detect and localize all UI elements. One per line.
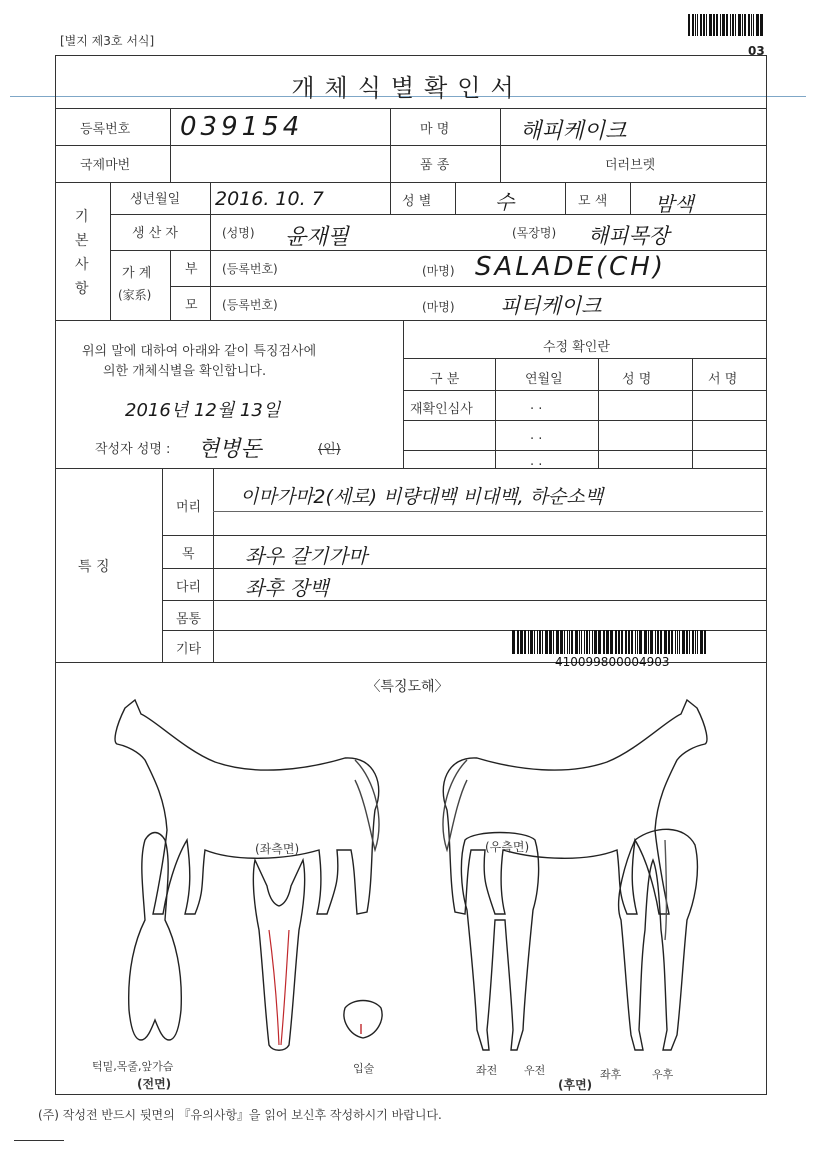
neck-caption: 턱밑,목줄,앞가슴 [92, 1060, 174, 1073]
sire-reg-tag: (등록번호) [222, 262, 278, 276]
dam-reg-tag: (등록번호) [222, 298, 278, 312]
right-side-caption: (우측면) [485, 840, 530, 854]
features-section-label: 특 징 [78, 559, 110, 575]
footer-note: (주) 작성전 반드시 뒷면의 『유의사항』을 읽어 보신후 작성하시기 바랍니다. [38, 1108, 442, 1122]
right-side-horse-icon [443, 700, 707, 914]
breeder-name-value: 윤재필 [285, 225, 349, 250]
top-barcode [688, 14, 766, 36]
color-label: 모 색 [578, 194, 608, 209]
farm-value: 해피목장 [588, 224, 670, 248]
rear-right-caption: 우후 [652, 1068, 674, 1081]
head-label: 머리 [176, 500, 202, 515]
page-code: 03 [748, 44, 765, 58]
breed-label: 품 종 [420, 158, 450, 173]
diagram-title: 〈특징도해〉 [366, 679, 449, 695]
front-left-caption: 좌전 [476, 1064, 498, 1077]
dam-name-value: 피티케이크 [500, 294, 602, 318]
front-neck-chest-icon [129, 833, 182, 1041]
breed-value: 더러브렛 [605, 158, 656, 173]
rear-left-caption: 좌후 [600, 1068, 622, 1081]
footer-rule [14, 1140, 64, 1141]
rev-header-date: 연월일 [525, 372, 563, 387]
statement-line2: 의한 개체식별을 확인합니다. [103, 364, 267, 379]
writer-label: 작성자 성명 : [95, 442, 171, 457]
rev-header-name: 성 명 [622, 372, 652, 387]
date-value: 2016년 12월 13일 [125, 400, 281, 421]
other-label: 기타 [176, 642, 202, 657]
dam-label: 모 [185, 298, 198, 313]
form-reference: [별지 제3호 서식] [60, 34, 155, 48]
reg-no-label: 등록번호 [80, 122, 131, 137]
rev-row2-date: . . [530, 428, 543, 443]
rev-header-category: 구 분 [430, 372, 460, 387]
basic-section-label: 기본사항 [75, 209, 89, 297]
front-legs-icon [461, 833, 538, 1051]
intl-chip-label: 국제마번 [80, 158, 131, 173]
pedigree-label: 가 계 [122, 266, 152, 281]
left-side-caption: (좌측면) [255, 842, 300, 856]
lip-icon [344, 1001, 382, 1039]
horse-name-value: 해피케이크 [520, 119, 627, 144]
document-title: 개체식별확인서 [291, 74, 524, 102]
left-side-horse-icon [115, 700, 379, 914]
rev-row1-category: 재확인심사 [410, 402, 473, 417]
barcode-number: 410099800004903 [555, 655, 670, 669]
legs-value: 좌후 장백 [245, 576, 329, 600]
dob-value: 2016. 10. 7 [215, 188, 324, 210]
id-barcode [512, 630, 712, 654]
front-right-caption: 우전 [524, 1064, 546, 1077]
head-value: 이마가마2(세로) 비량대백 비대백, 하순소백 [240, 486, 604, 508]
seal-mark: (인) [318, 442, 341, 457]
sire-name-tag: (마명) [422, 264, 455, 278]
neck-value: 좌우 갈기가마 [245, 544, 368, 568]
horse-diagram [55, 690, 767, 1090]
lip-caption: 입술 [353, 1062, 375, 1075]
revision-title: 수정 확인란 [543, 340, 610, 355]
sire-name-value: SALADE(CH) [475, 252, 667, 282]
rev-row3-date: . . [530, 454, 543, 469]
sex-value: 수 [495, 190, 515, 214]
statement-line1: 위의 말에 대하여 아래와 같이 특징검사에 [82, 344, 317, 359]
rear-legs-icon [619, 829, 698, 1050]
sire-label: 부 [185, 262, 198, 277]
legs-label: 다리 [176, 580, 202, 595]
rev-row1-date: . . [530, 398, 543, 413]
breeder-label: 생 산 자 [132, 226, 178, 241]
rear-view-caption: (후면) [558, 1078, 593, 1092]
dob-label: 생년월일 [130, 192, 181, 207]
farm-tag: (목장명) [512, 226, 557, 240]
breeder-name-tag: (성명) [222, 226, 255, 240]
writer-value: 현병돈 [198, 437, 262, 462]
dam-name-tag: (마명) [422, 300, 455, 314]
color-value: 밤색 [655, 192, 694, 216]
body-label: 몸통 [176, 612, 202, 627]
reg-no-value: 039154 [180, 112, 304, 142]
front-view-caption: (전면) [137, 1077, 172, 1091]
front-head-icon [253, 860, 304, 1050]
sex-label: 성 별 [402, 194, 432, 209]
horse-name-label: 마 명 [420, 122, 450, 137]
pedigree-hanja: (家系) [118, 288, 152, 302]
rev-header-sign: 서 명 [708, 372, 738, 387]
neck-label: 목 [182, 547, 195, 562]
